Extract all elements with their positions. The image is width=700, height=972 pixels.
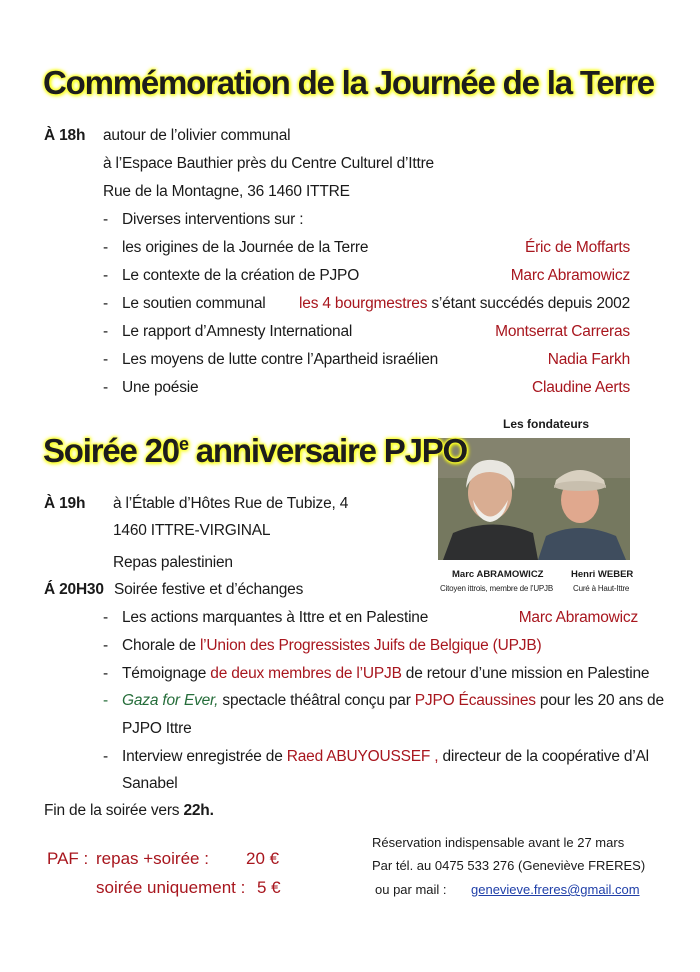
location-line: à l’Espace Bauthier près du Centre Culturel d’Ittre	[103, 155, 434, 172]
bullet-text: Le soutien communal	[122, 295, 266, 312]
testimony-line	[122, 665, 649, 683]
play-line-2: PJPO Ittre	[122, 720, 192, 737]
play-line	[122, 692, 664, 710]
meal-line: Repas palestinien	[113, 554, 233, 571]
bullet-text: les origines de la Journée de la Terre	[122, 239, 369, 256]
play-desc-rest: pour les 20 ans de	[535, 692, 664, 709]
paf-label: PAF :	[47, 849, 89, 868]
evening-line: Soirée festive et d’échanges	[114, 581, 304, 598]
mayors-line	[299, 295, 630, 313]
venue-line: 1460 ITTRE-VIRGINAL	[113, 522, 271, 539]
founders-heading: Les fondateurs	[503, 417, 590, 431]
bullet-text: Le contexte de la création de PJPO	[122, 267, 360, 284]
time-18h: À 18h	[44, 127, 86, 144]
dash: -	[103, 637, 108, 654]
reservation-line2: Par tél. au 0475 533 276 (Geneviève FRERES)	[372, 858, 646, 873]
dash: -	[103, 211, 108, 228]
dash: -	[103, 665, 108, 682]
founder1-name: Marc ABRAMOWICZ	[452, 569, 544, 580]
mayors-highlight: les 4 bourgmestres	[299, 295, 428, 312]
interview-line-2: Sanabel	[122, 775, 178, 792]
testimony-members: de deux membres de l’UPJB	[210, 665, 402, 682]
choir-prefix: Chorale de	[122, 637, 200, 654]
venue-line: à l’Étable d’Hôtes Rue de Tubize, 4	[113, 495, 349, 512]
dash: -	[103, 351, 108, 368]
dash: -	[103, 295, 108, 312]
bullet-text: Diverses interventions sur :	[122, 211, 304, 228]
reservation-line3: ou par mail :	[375, 882, 447, 897]
testimony-rest: de retour d’une mission en Palestine	[401, 665, 650, 682]
bullet-text: Les moyens de lutte contre l’Apartheid israélien	[122, 351, 439, 368]
dash: -	[103, 323, 108, 340]
time-19h: À 19h	[44, 495, 86, 512]
section2-title-main: Soirée 20	[43, 432, 179, 469]
dash: -	[103, 379, 108, 396]
end-time-line	[44, 802, 214, 820]
speaker-name: Claudine Aerts	[531, 379, 630, 396]
section2-title-rest: anniversaire PJPO	[187, 432, 468, 469]
play-desc: spectacle théâtral conçu par	[218, 692, 415, 709]
dash: -	[103, 692, 108, 709]
interview-prefix: Interview enregistrée de	[122, 748, 287, 765]
choir-line	[122, 637, 541, 655]
interview-rest: directeur de la coopérative d’Al	[438, 748, 649, 765]
location-line: Rue de la Montagne, 36 1460 ITTRE	[103, 183, 350, 200]
speaker-name: Nadia Farkh	[547, 351, 630, 368]
paf-row1-label: repas +soirée :	[96, 849, 209, 868]
section1-title: Commémoration de la Journée de la Terre	[43, 64, 654, 101]
play-title: Gaza for Ever,	[122, 692, 219, 709]
dash: -	[103, 267, 108, 284]
reservation-line1: Réservation indispensable avant le 27 mars	[372, 835, 625, 850]
reservation-email-link[interactable]: genevieve.freres@gmail.com	[471, 882, 640, 897]
speaker-name: Éric de Moffarts	[524, 239, 630, 256]
end-time-value: 22h.	[183, 802, 214, 819]
dash: -	[103, 609, 108, 626]
speaker-name: Marc Abramowicz	[510, 267, 630, 284]
founder2-name: Henri WEBER	[571, 569, 634, 580]
paf-row1-price: 20 €	[246, 849, 280, 868]
speaker-name: Montserrat Carreras	[495, 323, 630, 340]
interviewee-name: Raed ABUYOUSSEF ,	[286, 748, 439, 765]
end-time-prefix: Fin de la soirée vers	[44, 802, 184, 819]
section2-title	[43, 432, 467, 470]
section2-title-sup: e	[178, 434, 188, 454]
upjb-name: l’Union des Progressistes Juifs de Belgique (UPJB)	[199, 637, 542, 654]
interview-line	[122, 748, 649, 766]
paf-row2-label: soirée uniquement :	[96, 878, 246, 897]
time-20h30: Á 20H30	[44, 581, 104, 598]
founder1-desc: Citoyen ittrois, membre de l’UPJB	[440, 584, 553, 593]
bullet-text: Une poésie	[122, 379, 199, 396]
speaker-name: Marc Abramowicz	[518, 609, 638, 626]
item-text: Les actions marquantes à Ittre et en Palestine	[122, 609, 429, 626]
dash: -	[103, 748, 108, 765]
testimony-prefix: Témoignage	[122, 665, 211, 682]
dash: -	[103, 239, 108, 256]
bullet-text: Le rapport d’Amnesty International	[122, 323, 353, 340]
founder2-desc: Curé à Haut-Ittre	[573, 584, 630, 593]
play-company: PJPO Écaussines	[414, 692, 536, 709]
location-line: autour de l’olivier communal	[103, 127, 291, 144]
mayors-rest: s’étant succédés depuis 2002	[427, 295, 630, 312]
paf-row2-price: 5 €	[257, 878, 281, 897]
